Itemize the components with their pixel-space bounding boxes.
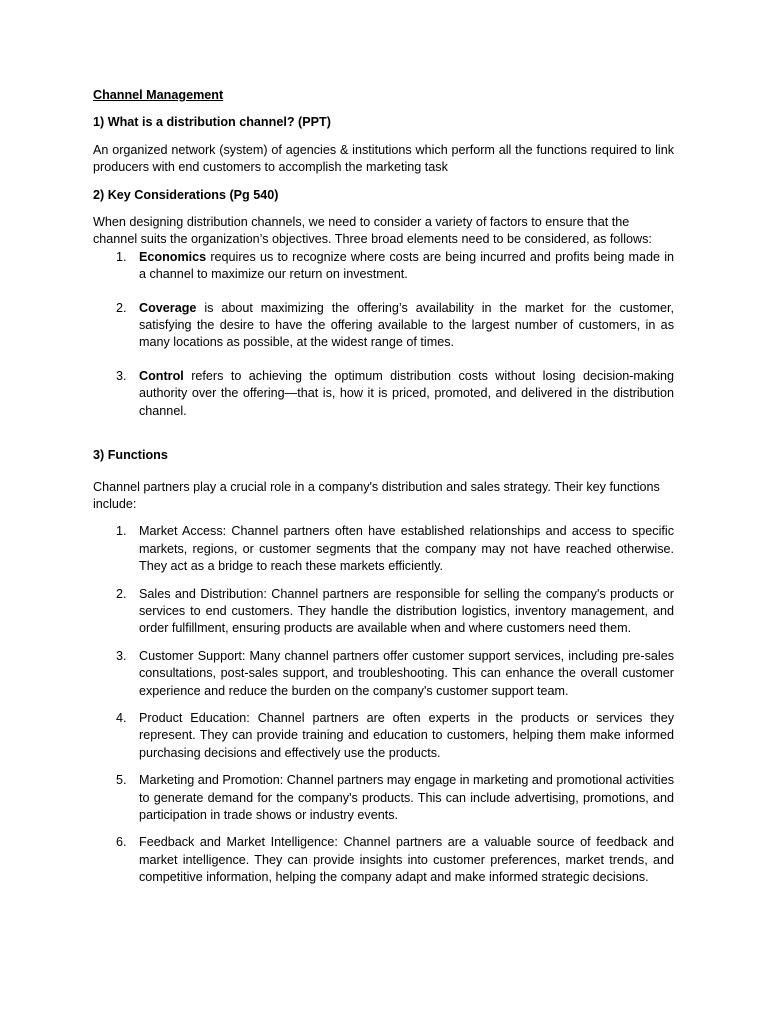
list-item-number: 2. (116, 586, 127, 601)
section1-body: An organized network (system) of agencies & institutions which perform all the functions required to link producers with end customers to accomplish the marketing task (93, 142, 674, 175)
list-item (93, 710, 674, 762)
list-item-text: Marketing and Promotion: Channel partners may engage in marketing and promotional activities to generate demand for the company's products. This can include advertising, promotions, and participation in trade shows or industry events. (139, 773, 674, 822)
section1-heading: 1) What is a distribution channel? (PPT) (93, 115, 331, 130)
list-item-term: Control (139, 368, 184, 383)
document-title: Channel Management (93, 88, 224, 102)
list-item (93, 834, 674, 886)
list-item-term: Coverage (139, 300, 197, 315)
document-body (93, 87, 674, 897)
section3-intro: Channel partners play a crucial role in a company's distribution and sales strategy. Their key functions include: (93, 479, 660, 511)
list-item-number: 1. (116, 524, 127, 539)
list-item-number: 4. (116, 710, 127, 725)
list-item (93, 249, 674, 284)
list-item-number: 1. (116, 249, 127, 264)
list-item (93, 523, 674, 575)
list-item (93, 368, 674, 420)
section2-intro: When designing distribution channels, we need to consider a variety of factors to ensure that the channel suits the organization’s objectives. Three broad elements need to be considered, as follows: (93, 215, 652, 247)
list-item-text: Sales and Distribution: Channel partners are responsible for selling the company's products or services to end customers. They handle the distribution logistics, inventory management, and order fulfillment, ensuring products are available when and where customers need them. (139, 586, 674, 636)
list-item-text: is about maximizing the offering’s availability in the market for the customer, satisfying the desire to have the offering available to the largest number of customers, in as many locations as possible, at the widest range of times. (139, 300, 674, 350)
list-item-term: Economics (139, 249, 207, 264)
list-item-text: Product Education: Channel partners are often experts in the products or services they represent. They can provide training and education to customers, helping them make informed purchasing decisions and effectively use the products. (139, 710, 674, 760)
list-item (93, 586, 674, 638)
list-item (93, 648, 674, 700)
list-item-text: Market Access: Channel partners often have established relationships and access to specific markets, regions, or customer segments that the company may not have reached otherwise. They act as a bridge to reach these markets efficiently. (139, 524, 674, 574)
list-item-text: requires us to recognize where costs are being incurred and profits being made in a channel to maximize our return on investment. (139, 249, 674, 282)
list-item-number: 6. (116, 835, 127, 850)
list-item (93, 772, 674, 824)
list-item (93, 300, 674, 352)
list-item-number: 3. (116, 648, 127, 663)
functions-list (93, 523, 674, 886)
list-item-number: 5. (116, 773, 127, 788)
list-item-number: 3. (116, 368, 127, 383)
list-item-text: Feedback and Market Intelligence: Channel partners are a valuable source of feedback and market intelligence. They can provide insights into customer preferences, market trends, and competitive information, helping the company adapt and make informed strategic decisions. (139, 835, 674, 885)
section3-heading: 3) Functions (93, 448, 168, 463)
key-considerations-list (93, 249, 674, 420)
list-item-number: 2. (116, 300, 127, 315)
section2-heading: 2) Key Considerations (Pg 540) (93, 187, 279, 202)
list-item-text: refers to achieving the optimum distribution costs without losing decision-making authority over the offering—that is, how it is priced, promoted, and delivered in the distribution channel. (139, 368, 674, 418)
list-item-text: Customer Support: Many channel partners offer customer support services, including pre-sales consultations, post-sales support, and troubleshooting. This can enhance the overall customer experience and reduce the burden on the company's customer support team. (139, 648, 674, 698)
